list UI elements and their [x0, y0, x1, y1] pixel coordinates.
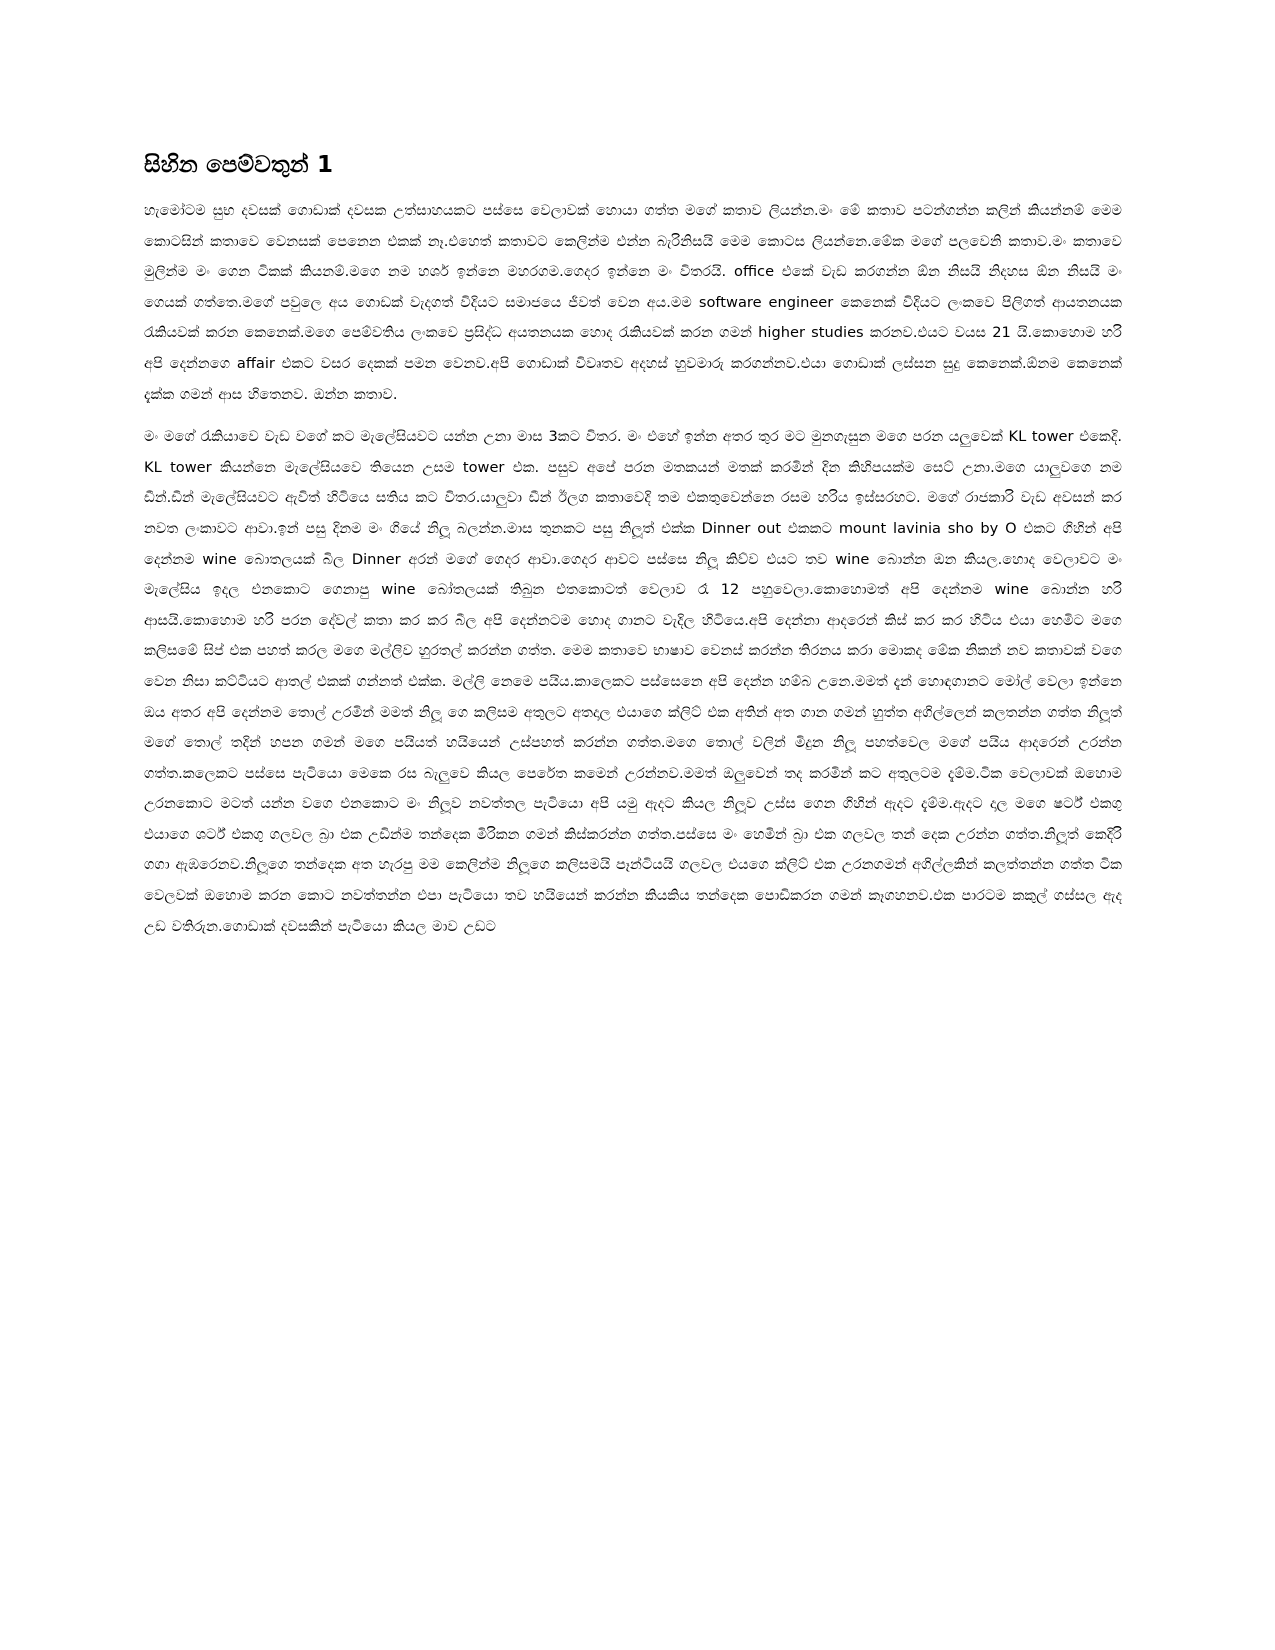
- paragraph-story: මං මගේ රැකියාවෙ වැඩ වගේ කට මැලේසියවට යන්න උනා මාස 3කට විතර. මං එහේ ඉන්න අතර තුර මට මුනගැසුන මගෙ පරන යලුවෙක් KL tower එකෙදි. KL tower කියන්නෙ මැලේසියවෙ තියෙන උසම tower එක. පසුව අපේ පරන මතකයන් මතක් කරමින් දින කිහිපයක්ම සෙට් උනා.මගෙ යාලුවගෙ නම ඩීන්.ඩීන් මැලේසියවට ඇවිත් හිටියෙ සතිය කට විතර.යාලුවා ඩීන් ඊලග කතාවෙදි තම එකතුවෙන්නෙ රසම හරිය ඉස්සරහට. මගේ රාජකාරි වැඩ අවසන් කර නවත ලංකාවට ආවා.ඉන් පසු දිනම මං ගියේ නිලූ බලන්න.මාස තුනකට පසු නිලූත් එක්ක Dinner out එකකට mount lavinia sho by O එකට ගිහින් අපි දෙන්නම wine බොතලයක් බිල Dinner අරන් මගේ ගෙදර ආවා.ගෙදර ආවට පස්සෙ නිලූ කිව්ව එයට තව wine බොන්න ඔන කියල.හොද වෙලාවට මං මැලේසිය ඉදල එනකොට ගෙනාපු wine බෝතලයක් තිබුන එතකොටත් වෙලාව රෑ 12 පහුවෙලා.කොහොමත් අපි දෙන්නම wine බොන්න හරි ආසයි.කොහොම හරි පරන දේවල් කතා කර කර බීල අපි දෙන්නටම හොද ගානට වැදිල හිටියෙ.අපි දෙන්නා ආදරෙන් කිස් කර කර හිටිය එයා හෙමිට මගෙ කලිසමේ සිප් එක පහත් කරල මගෙ මල්ලිව හුරතල් කරන්න ගත්ත. මෙම කතාවෙ භාෂාව වෙනස් කරන්න තිරනය කරා මොකද මේක නිකන් නව කතාවක් වගෙ වෙන නිසා කට්ටියට ආතල් එකක් ගන්නත් එක්ක. මල්ලි නෙමෙ පයිය.කාලෙකට පස්සෙනෙ අපි දෙන්න හම්බ උනෙ.මමත් දැන් හොඳගානට මෝල් වෙලා ඉන්නෙ ඔය අතර අපි දෙන්නම තොල් උරමින් මමත් නිලූ ගෙ කලිසම අතුලට අතදාල එයාගෙ ක්ලිට් එක අතින් අත ගාන ගමන් හුත්ත අගිල්ලෙන් කලතන්න ගත්ත නිලූත් මගේ තොල් තදින් හපන ගමන් මගෙ පයියත් හයියෙන් උස්පහත් කරන්න ගත්ත.මගෙ තොල් වලින් මිදුන නිලූ පහත්වෙල මගේ පයිය ආදරෙන් උරන්න ගත්ත.කලෙකට පස්සෙ පැටියො මෙකෙ රස බැලුවෙ කියල පෙරේත කමෙන් උරන්නව.මමත් ඔලුවෙන් තද කරමින් කට අතුලටම දැම්ම.ටික වෙලාවක් ඔහොම උරනකොට මටත් යන්න වගෙ එනකොට මං නිලූව නවත්තල පැටියො අපි යමු ඇදට කියල නිලූව උස්ස ගෙන ගිහින් ඇදට දැම්ම.ඇදට දාල මගෙ ෂර්ට් එකගු එයාගෙ ශර්ට් එකගු ගලවල බ්‍රා එක උඩින්ම තන්දෙක මිරිකන ගමන් කිස්කරන්න ගත්ත.පස්සෙ මං හෙමින් බ්‍රා එක ගලවල තන් දෙක උරන්න ගත්ත.නිලූත් කෙදිරි ගගා ඇඹරෙනව.නිලූගෙ තන්දෙක අත හැරපු මම කෙලින්ම නිලූගෙ කලිසමයි පෑන්ටියයි ගලවල එයගෙ ක්ලිට් එක උරනගමන් අගිල්ලකින් කලත්තන්න ගත්ත ටික වෙලවක් ඔහොම කරන කොට නවත්තන්න එපා පැටියො තව හයියෙන් කරන්න කියකිය තන්දෙක පොඩිකරන ගමන් කෑගහනව.එක පාරටම කකුල් ගස්සල ඇද උඩ වතිරුන.ගොඩාක් දවසකින් පැටියො කියල මාව උඩට: [144, 428, 1122, 935]
- paragraph-intro: හැමෝටම සුභ දවසක් ගොඩාක් දවසක උත්සාහයකට පස්සෙ වෙලාවක් හොයා ගත්ත මගේ කතාව ලියන්න.මං මේ කතාව පටන්ගන්න කලින් කියන්නම් මෙම කොටසින් කතාවෙ වෙනසක් පෙනෙන එකක් නෑ.එහෙත් කතාවට කෙලින්ම එන්න බැරිනිසයි මෙම කොටස ලියන්නෙ.මේක මගේ පලවෙනි කතාව.මං කතාවෙ මුලින්ම මං ගෙන ටිකක් කියනම්.මගෙ නම හර්ශ ඉන්නෙ මහරගම.ගෙදර ඉන්නෙ මං විතරයි. office එකේ වැඩ කරගන්න ඕන නිසයි නිදහස ඕන නිසයි මං ගෙයක් ගත්තෙ.මගේ පවුලෙ අය ගොඩක් වැදගත් විදියට සමාජයෙ ජීවත් වෙන අය.මම software engineer කෙනෙක් විදියට ලංකවෙ පිලිගත් ආයතනයක රැකියවක් කරන කෙනෙක්.මගෙ පෙම්වතිය ලංකවෙ ප්‍රසිද්ධ අයතනයක හොද රැකියවක් කරන ගමන් higher studies කරනව.එයට වයස 21 යි.කොහොම හරි අපි දෙන්නගෙ affair එකට වසර දෙකක් පමන වෙනව.අපි ගොඩාක් විවෘතව අදහස් හුවමාරු කරගන්නව.එයා ගොඩාක් ලස්සන සුදු කෙනෙක්.ඕනම කෙනෙක් දැක්ක ගමන් ආස හිතෙනව. ඔන්න කතාව.: [144, 202, 1122, 403]
- document-title: සිහින පෙම්වතුන් 1: [144, 152, 334, 178]
- document-page: [144, 148, 1122, 1588]
